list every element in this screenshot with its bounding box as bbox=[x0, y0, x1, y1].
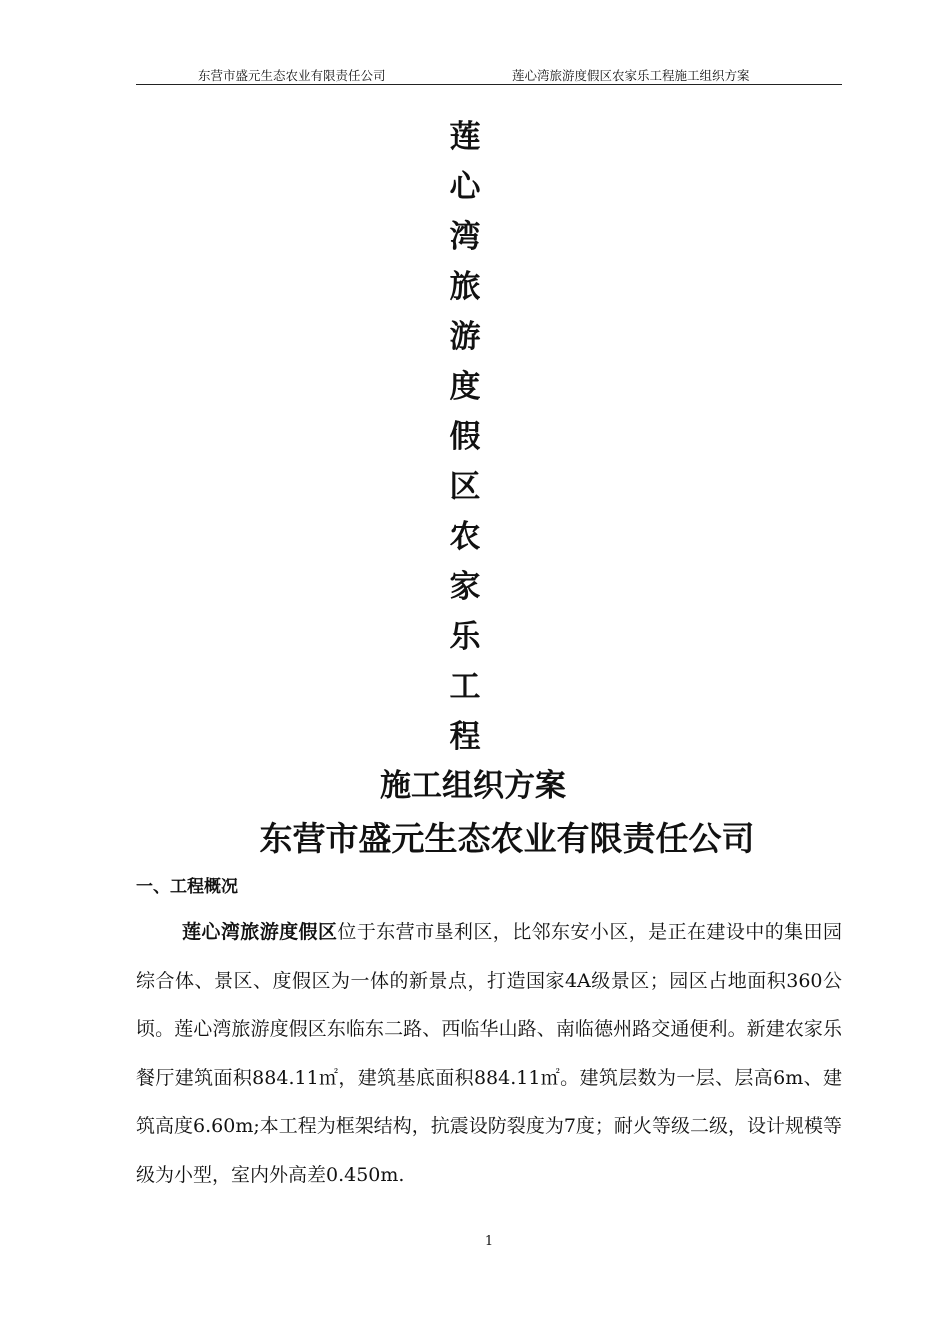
overview-paragraph bbox=[136, 908, 842, 1199]
title-char: 心 bbox=[449, 169, 481, 205]
title-char: 农 bbox=[449, 519, 481, 555]
company-name: 东营市盛元生态农业有限责任公司 bbox=[259, 819, 755, 858]
title-char: 区 bbox=[449, 469, 481, 505]
title-char: 湾 bbox=[449, 219, 481, 255]
title-char: 游 bbox=[449, 319, 481, 355]
paragraph-lead: 莲心湾旅游度假区 bbox=[182, 921, 338, 943]
header-document-title: 莲心湾旅游度假区农家乐工程施工组织方案 bbox=[512, 68, 750, 83]
title-char: 家 bbox=[449, 569, 481, 605]
title-char: 莲 bbox=[449, 119, 481, 155]
header-company: 东营市盛元生态农业有限责任公司 bbox=[198, 68, 386, 83]
document-subtitle: 施工组织方案 bbox=[380, 768, 566, 804]
title-char: 乐 bbox=[449, 619, 481, 655]
title-char: 度 bbox=[449, 369, 481, 405]
paragraph-body: 位于东营市垦利区，比邻东安小区，是正在建设中的集田园综合体、景区、度假区为一体的新景点，打造国家4A级景区；园区占地面积360公顷。莲心湾旅游度假区东临东二路、西临华山路、南临德州路交通便利。新建农家乐餐厅建筑面积884.11㎡，建筑基底面积884.11㎡。建筑层数为一层、层高6m、建筑高度6.60m;本工程为框架结构，抗震设防裂度为7度；耐火等级二级，设计规模等级为小型，室内外高差0.450m. bbox=[136, 921, 842, 1186]
title-char: 工 bbox=[449, 669, 481, 705]
vertical-title bbox=[0, 112, 950, 762]
page-number: 1 bbox=[484, 1234, 494, 1249]
title-char: 程 bbox=[449, 719, 481, 755]
title-char: 假 bbox=[449, 419, 481, 455]
page-header bbox=[136, 64, 842, 85]
title-char: 旅 bbox=[449, 269, 481, 305]
section-heading: 一、工程概况 bbox=[136, 877, 238, 897]
